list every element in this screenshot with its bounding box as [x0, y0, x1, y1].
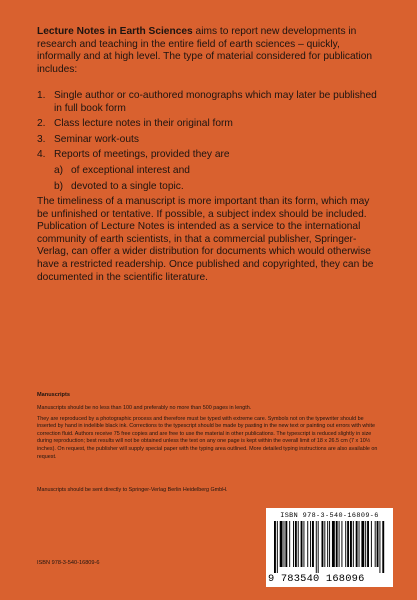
- manuscripts-length: Manuscripts should be no less than 100 and preferably no more than 500 pages in length.: [37, 405, 252, 411]
- barcode-icon: [274, 521, 386, 573]
- manuscripts-send: Manuscripts should be sent directly to Springer-Verlag Berlin Heidelberg GmbH.: [37, 487, 228, 493]
- barcode-bar: [361, 521, 364, 567]
- barcode-bar: [324, 521, 325, 567]
- barcode-bar: [353, 521, 354, 567]
- barcode-bar: [367, 521, 369, 567]
- barcode-bar: [280, 521, 283, 567]
- barcode-bar: [312, 521, 314, 567]
- barcode-bar: [359, 521, 360, 567]
- barcode-label: [266, 508, 393, 587]
- barcode-bar: [301, 521, 303, 567]
- list-item: 4. Reports of meetings, provided they are: [37, 149, 230, 161]
- list-item: 3. Seminar work-outs: [37, 133, 139, 145]
- isbn-text: ISBN 978-3-540-16809-6: [37, 560, 100, 566]
- barcode-bar: [332, 521, 335, 567]
- barcode-bar: [329, 521, 330, 567]
- barcode-bar: [336, 521, 338, 567]
- barcode-bar: [339, 521, 340, 567]
- barcode-bar: [310, 521, 311, 567]
- sub-list-item: a) of exceptional interest and: [54, 164, 190, 176]
- timeliness-paragraph: The timeliness of a manuscript is more important than its form, which may be unfinished or tentative. If possible, a subject index should be included. Publication of Lecture Notes is intended as a service to the international community of earth scientists, in that a commercial publisher, Springer-Verlag, can offer a wider distribution for documents which would otherwise have a restricted readership. Once published and copyrighted, they can be documented in the scientific literature.: [37, 196, 374, 283]
- manuscripts-body: [37, 405, 382, 464]
- barcode-digits: 9 783540 168096: [268, 573, 365, 585]
- barcode-bar: [345, 521, 346, 567]
- barcode-bar: [316, 521, 317, 573]
- barcode-bar: [341, 521, 342, 567]
- barcode-bar: [274, 521, 276, 573]
- manuscripts-instructions: They are reproduced by a photographic process and therefore must be typed with extreme care. Symbols not on the typewriter should be inserted by hand in indelible black ink. Corrections to the typescript should be made by pasting in the new text or painting out errors with white correction fluid. Authors receive 75 free copies and are free to use the material in other publications. The typescript is reduced slightly in size during reproduction; best results will not be obtained unless the text on any one page is kept within the overall limit of 18 x 26.5 cm (7 x 10½ inches). On request, the publisher will supply special paper with the typing area outlined. More detailed typing instructions are also available on request.: [37, 415, 378, 460]
- list-item: 1. Single author or co-authored monographs which may later be published in full book form: [37, 90, 377, 114]
- barcode-bar: [377, 521, 379, 567]
- barcode-bar: [295, 521, 297, 567]
- intro-paragraph: [37, 26, 382, 76]
- barcode-bar: [327, 521, 328, 567]
- barcode-bar: [322, 521, 324, 567]
- barcode-bar: [289, 521, 290, 567]
- barcode-bar: [379, 521, 380, 573]
- barcode-bar: [365, 521, 366, 567]
- series-name: Lecture Notes in Earth Sciences: [37, 26, 193, 37]
- barcode-bar: [347, 521, 349, 567]
- sub-list-item: b) devoted to a single topic.: [54, 180, 184, 192]
- material-list: [37, 90, 382, 196]
- intro-text: aims to report new developments in research and teaching in the entire field of earth sciences – quickly, informally and at high level. The type of material considered for publication includes:: [37, 26, 373, 75]
- barcode-bar: [356, 521, 358, 567]
- barcode-bar: [371, 521, 372, 567]
- barcode-bar: [298, 521, 299, 567]
- barcode-bar: [284, 521, 285, 567]
- barcode-bar: [307, 521, 308, 567]
- manuscripts-heading: Manuscripts: [37, 392, 70, 398]
- barcode-bar: [318, 521, 319, 573]
- barcode-bar: [293, 521, 294, 567]
- barcode-bar: [350, 521, 352, 567]
- barcode-bar: [375, 521, 376, 567]
- barcode-bar: [382, 521, 384, 573]
- barcode-bar: [303, 521, 304, 567]
- barcode-bar: [285, 521, 287, 567]
- barcode-isbn: ISBN 978-3-540-16809-6: [280, 512, 379, 520]
- list-item: 2. Class lecture notes in their original form: [37, 118, 233, 130]
- barcode-bar: [277, 521, 278, 573]
